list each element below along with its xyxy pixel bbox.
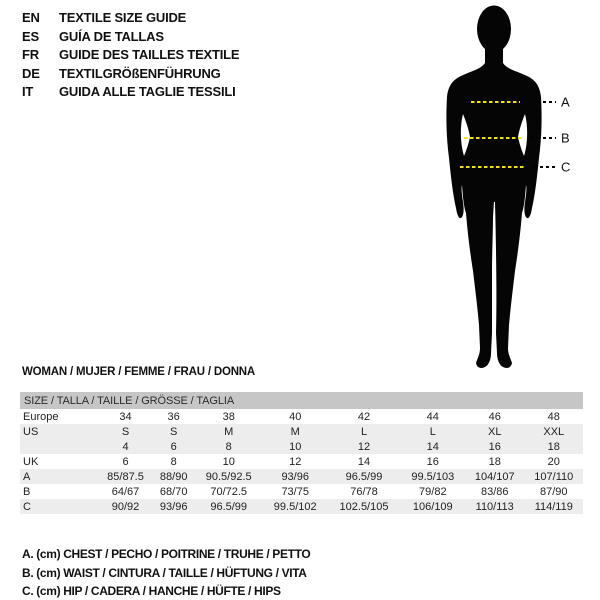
language-code: DE bbox=[22, 65, 40, 81]
feet-gap bbox=[490, 351, 498, 369]
table-row-waist-b bbox=[20, 484, 583, 499]
size-value: 12 bbox=[289, 455, 302, 468]
language-code: FR bbox=[22, 47, 39, 62]
size-value: 48 bbox=[547, 410, 560, 423]
size-value: 76/78 bbox=[350, 485, 378, 498]
legend-line-waist: B. (cm) WAIST / CINTURA / TAILLE / HÜFTUNG / VITA bbox=[22, 565, 307, 580]
silhouette-neck bbox=[485, 37, 503, 65]
size-value: M bbox=[263, 424, 327, 439]
size-table bbox=[20, 392, 583, 514]
size-value: 85/87.5 bbox=[98, 469, 153, 484]
size-value: 88/90 bbox=[153, 469, 194, 484]
waist-marker-label: B bbox=[561, 130, 570, 146]
legend-line-hip: C. (cm) HIP / CADERA / HANCHE / HÜFTE / HIPS bbox=[22, 584, 281, 599]
size-value: 102.5/105 bbox=[327, 499, 400, 514]
language-label: TEXTILE SIZE GUIDE bbox=[59, 10, 187, 25]
size-value: 6 bbox=[122, 455, 129, 468]
size-value: 34 bbox=[119, 410, 132, 423]
size-value: 8 bbox=[170, 455, 177, 468]
size-value: 83/86 bbox=[480, 485, 509, 498]
size-table-header-row bbox=[20, 392, 583, 409]
language-label: GUÍA DE TALLAS bbox=[59, 28, 164, 44]
size-value: 70/72.5 bbox=[210, 485, 248, 498]
row-label: UK bbox=[23, 455, 39, 468]
language-label: GUIDE DES TAILLES TEXTILE bbox=[59, 47, 240, 62]
size-value: 79/82 bbox=[419, 485, 447, 498]
size-value: 93/96 bbox=[153, 499, 194, 514]
language-row-fr bbox=[22, 46, 239, 65]
size-value: 104/107 bbox=[465, 469, 525, 484]
language-label: TEXTILGRÖßENFÜHRUNG bbox=[59, 65, 221, 81]
size-value: 6 bbox=[153, 439, 194, 454]
size-value: XXL bbox=[525, 424, 583, 439]
legend-line-chest: A. (cm) CHEST / PECHO / POITRINE / TRUHE / PETTO bbox=[22, 547, 311, 561]
table-row-hip-c bbox=[20, 499, 583, 514]
gender-title: WOMAN / MUJER / FEMME / FRAU / DONNA bbox=[22, 366, 256, 378]
language-row-en bbox=[22, 9, 239, 28]
size-value: 99.5/102 bbox=[263, 499, 327, 514]
row-label bbox=[20, 439, 98, 454]
size-value: 46 bbox=[488, 410, 501, 423]
size-value: L bbox=[327, 424, 400, 439]
row-label: US bbox=[20, 424, 98, 439]
size-value: 90.5/92.5 bbox=[194, 469, 263, 484]
chest-marker-label: A bbox=[561, 94, 570, 110]
size-value: 64/67 bbox=[111, 485, 140, 498]
size-value: 114/119 bbox=[525, 499, 583, 514]
language-code: EN bbox=[22, 10, 40, 25]
row-label: C bbox=[20, 499, 98, 514]
size-value: 93/96 bbox=[263, 469, 327, 484]
size-value: 68/70 bbox=[159, 485, 188, 498]
language-row-de bbox=[22, 65, 239, 84]
size-value: S bbox=[153, 424, 194, 439]
size-value: 18 bbox=[525, 439, 583, 454]
size-value: L bbox=[401, 424, 465, 439]
hip-marker-label: C bbox=[561, 159, 571, 175]
size-value: 96.5/99 bbox=[194, 499, 263, 514]
row-label: B bbox=[23, 485, 31, 498]
measurement-legend bbox=[22, 545, 310, 600]
table-row-chest-a bbox=[20, 469, 583, 484]
language-label: GUIDA ALLE TAGLIE TESSILI bbox=[59, 84, 236, 99]
language-code: ES bbox=[22, 28, 39, 44]
size-value: 18 bbox=[488, 455, 501, 468]
size-value: 44 bbox=[426, 410, 439, 423]
size-value: 36 bbox=[167, 410, 180, 423]
language-row-it bbox=[22, 83, 239, 102]
woman-silhouette-figure bbox=[413, 3, 579, 375]
size-value: 42 bbox=[357, 410, 371, 423]
language-row-es bbox=[22, 28, 239, 47]
size-value: 106/109 bbox=[401, 499, 465, 514]
size-value: 16 bbox=[426, 455, 439, 468]
table-row-us-letter bbox=[20, 424, 583, 439]
size-value: 40 bbox=[289, 410, 302, 423]
size-value: 14 bbox=[401, 439, 465, 454]
size-value: 4 bbox=[98, 439, 153, 454]
size-value: 96.5/99 bbox=[327, 469, 400, 484]
row-label: A bbox=[20, 469, 98, 484]
size-value: 107/110 bbox=[525, 469, 583, 484]
size-value: 20 bbox=[547, 455, 560, 468]
language-title-block bbox=[22, 9, 239, 102]
language-code: IT bbox=[22, 84, 34, 99]
size-value: XL bbox=[465, 424, 525, 439]
size-value: M bbox=[194, 424, 263, 439]
size-value: 90/92 bbox=[98, 499, 153, 514]
row-label: Europe bbox=[23, 410, 59, 423]
table-row-europe bbox=[20, 409, 583, 424]
table-row-us-numeric bbox=[20, 439, 583, 454]
size-value: 99.5/103 bbox=[401, 469, 465, 484]
size-value: 12 bbox=[327, 439, 400, 454]
size-value: 14 bbox=[357, 455, 371, 468]
size-value: 10 bbox=[222, 455, 235, 468]
size-value: 8 bbox=[194, 439, 263, 454]
size-value: 87/90 bbox=[540, 485, 568, 498]
size-value: 16 bbox=[465, 439, 525, 454]
size-value: S bbox=[98, 424, 153, 439]
table-row-uk bbox=[20, 454, 583, 469]
size-value: 38 bbox=[222, 410, 235, 423]
size-table-header: SIZE / TALLA / TAILLE / GRÖSSE / TAGLIA bbox=[20, 392, 583, 409]
size-value: 73/75 bbox=[281, 485, 309, 498]
size-value: 110/113 bbox=[465, 499, 525, 514]
size-value: 10 bbox=[263, 439, 327, 454]
